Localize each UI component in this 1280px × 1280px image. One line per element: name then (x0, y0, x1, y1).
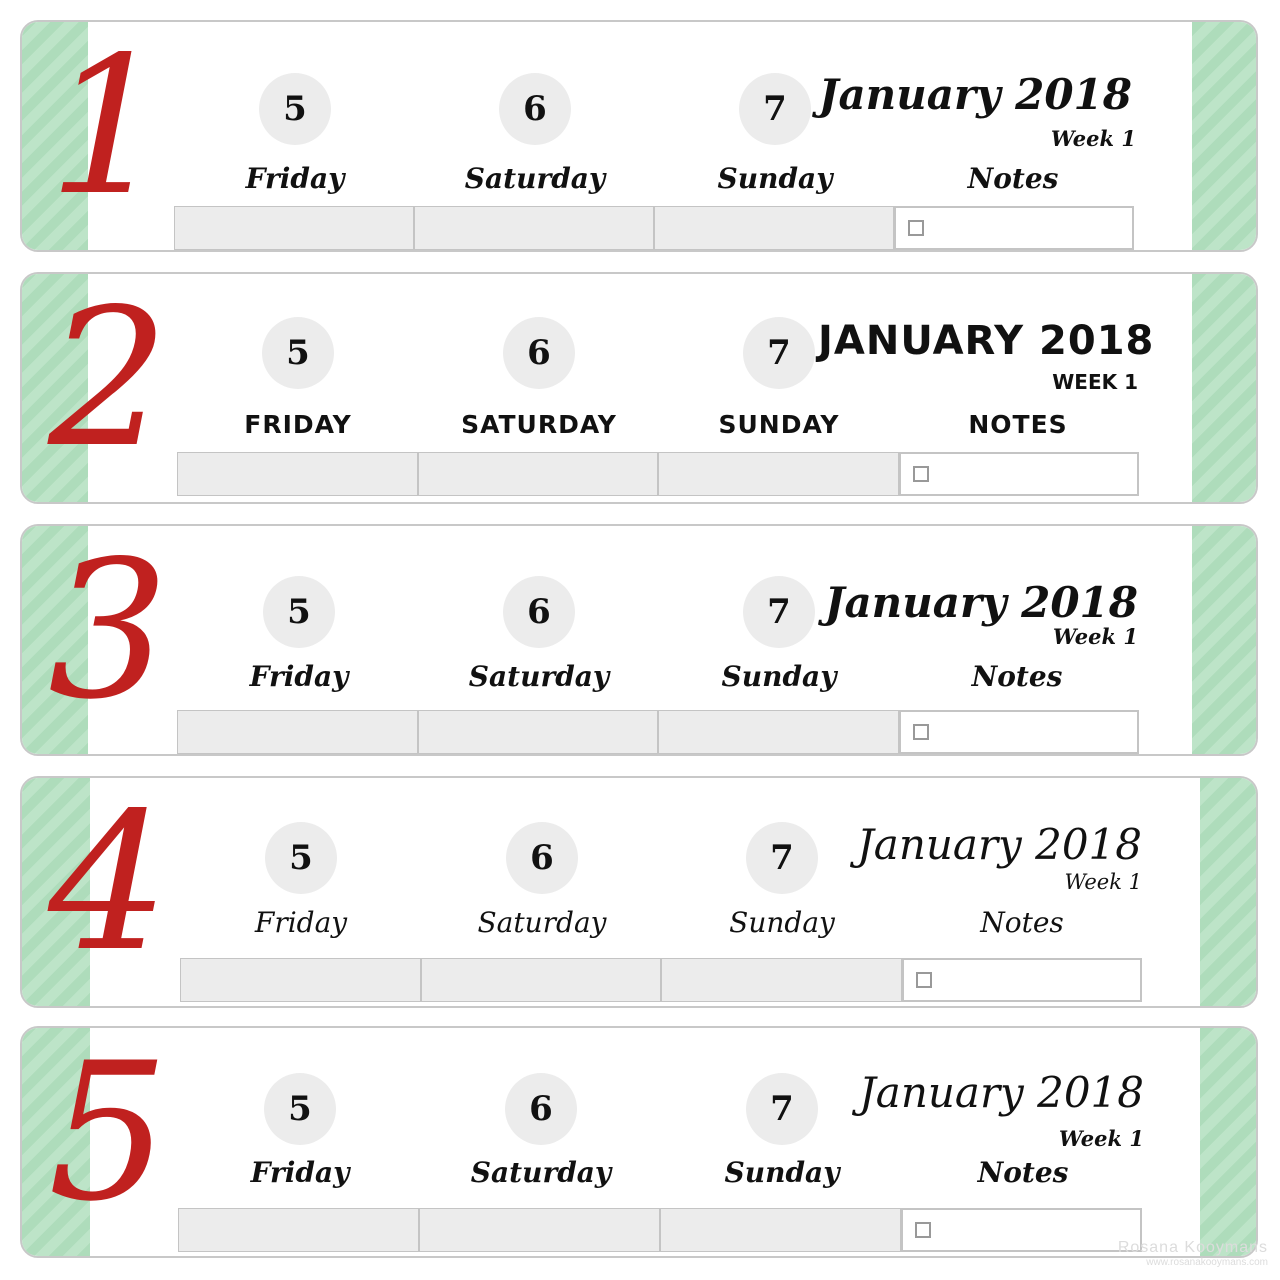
day-name-saturday: Saturday (468, 660, 610, 693)
day-box-sunday[interactable] (660, 1208, 901, 1252)
week-label: WEEK 1 (1052, 370, 1138, 394)
day-box-saturday[interactable] (414, 206, 654, 250)
day-name-sunday: Sunday (717, 162, 833, 195)
date-circle-saturday: 6 (505, 1073, 577, 1145)
notes-label: NOTES (968, 410, 1068, 439)
month-title: January 2018 (818, 70, 1132, 119)
day-name-saturday: Saturday (477, 906, 607, 939)
day-name-saturday: Saturday (464, 162, 606, 195)
day-name-saturday: Saturday (470, 1156, 612, 1189)
checkbox[interactable] (908, 220, 924, 236)
planner-strip-1 (20, 20, 1258, 252)
date-circle-sunday: 7 (743, 576, 815, 648)
notes-box[interactable] (901, 1208, 1142, 1252)
notes-box[interactable] (899, 710, 1139, 754)
day-box-sunday[interactable] (654, 206, 894, 250)
date-circle-friday: 5 (264, 1073, 336, 1145)
day-name-sunday: Sunday (724, 1156, 840, 1189)
planner-strip-5 (20, 1026, 1258, 1258)
watermark-credit (1118, 1239, 1268, 1268)
right-stripe-band (1200, 1028, 1256, 1256)
month-title: JANUARY 2018 (818, 318, 1155, 364)
day-name-friday: FRIDAY (244, 410, 352, 439)
week-label: Week 1 (1064, 870, 1142, 894)
day-box-sunday[interactable] (658, 452, 899, 496)
day-box-friday[interactable] (177, 710, 418, 754)
right-stripe-band (1192, 274, 1256, 502)
credit-name: Rosana Kooymans (1117, 1239, 1268, 1256)
date-circle-saturday: 6 (506, 822, 578, 894)
notes-box[interactable] (894, 206, 1134, 250)
date-circle-friday: 5 (263, 576, 335, 648)
notes-box[interactable] (899, 452, 1139, 496)
notes-label: Notes (967, 162, 1059, 195)
day-box-friday[interactable] (177, 452, 418, 496)
day-name-friday: Friday (250, 1156, 350, 1189)
date-circle-saturday: 6 (503, 317, 575, 389)
day-box-saturday[interactable] (418, 452, 658, 496)
date-circle-friday: 5 (265, 822, 337, 894)
day-box-saturday[interactable] (418, 710, 658, 754)
date-circle-friday: 5 (262, 317, 334, 389)
day-name-sunday: Sunday (729, 906, 835, 939)
day-box-friday[interactable] (174, 206, 414, 250)
strip-number: 2 (48, 272, 169, 489)
month-title: January 2018 (824, 578, 1138, 627)
strip-number: 5 (48, 1026, 169, 1243)
checkbox[interactable] (916, 972, 932, 988)
credit-url: www.rosanakooymans.com (1146, 1257, 1268, 1268)
month-title: January 2018 (858, 1068, 1144, 1117)
date-circle-saturday: 6 (499, 73, 571, 145)
date-circle-sunday: 7 (746, 1073, 818, 1145)
day-box-friday[interactable] (178, 1208, 419, 1252)
week-label: Week 1 (1058, 1126, 1144, 1151)
week-label: Week 1 (1052, 624, 1138, 649)
date-circle-saturday: 6 (503, 576, 575, 648)
day-name-friday: Friday (249, 660, 349, 693)
right-stripe-band (1192, 22, 1256, 250)
day-box-saturday[interactable] (421, 958, 661, 1002)
strip-number: 4 (48, 776, 169, 993)
checkbox[interactable] (915, 1222, 931, 1238)
planner-strip-2 (20, 272, 1258, 504)
day-box-sunday[interactable] (658, 710, 899, 754)
day-box-saturday[interactable] (419, 1208, 660, 1252)
day-name-friday: Friday (254, 906, 348, 939)
date-circle-sunday: 7 (739, 73, 811, 145)
day-name-saturday: SATURDAY (461, 410, 617, 439)
day-name-friday: Friday (245, 162, 345, 195)
notes-label: Notes (971, 660, 1063, 693)
month-title: January 2018 (856, 820, 1142, 869)
date-circle-sunday: 7 (743, 317, 815, 389)
day-name-sunday: Sunday (721, 660, 837, 693)
date-circle-sunday: 7 (746, 822, 818, 894)
planner-strip-4 (20, 776, 1258, 1008)
notes-label: Notes (977, 1156, 1069, 1189)
checkbox[interactable] (913, 724, 929, 740)
right-stripe-band (1200, 778, 1256, 1006)
right-stripe-band (1192, 526, 1256, 754)
strip-number: 1 (48, 20, 169, 237)
checkbox[interactable] (913, 466, 929, 482)
day-name-sunday: SUNDAY (718, 410, 840, 439)
strip-number: 3 (48, 524, 169, 741)
date-circle-friday: 5 (259, 73, 331, 145)
week-label: Week 1 (1050, 126, 1136, 151)
day-box-friday[interactable] (180, 958, 421, 1002)
notes-box[interactable] (902, 958, 1142, 1002)
notes-label: Notes (980, 906, 1064, 939)
planner-strip-3 (20, 524, 1258, 756)
day-box-sunday[interactable] (661, 958, 902, 1002)
